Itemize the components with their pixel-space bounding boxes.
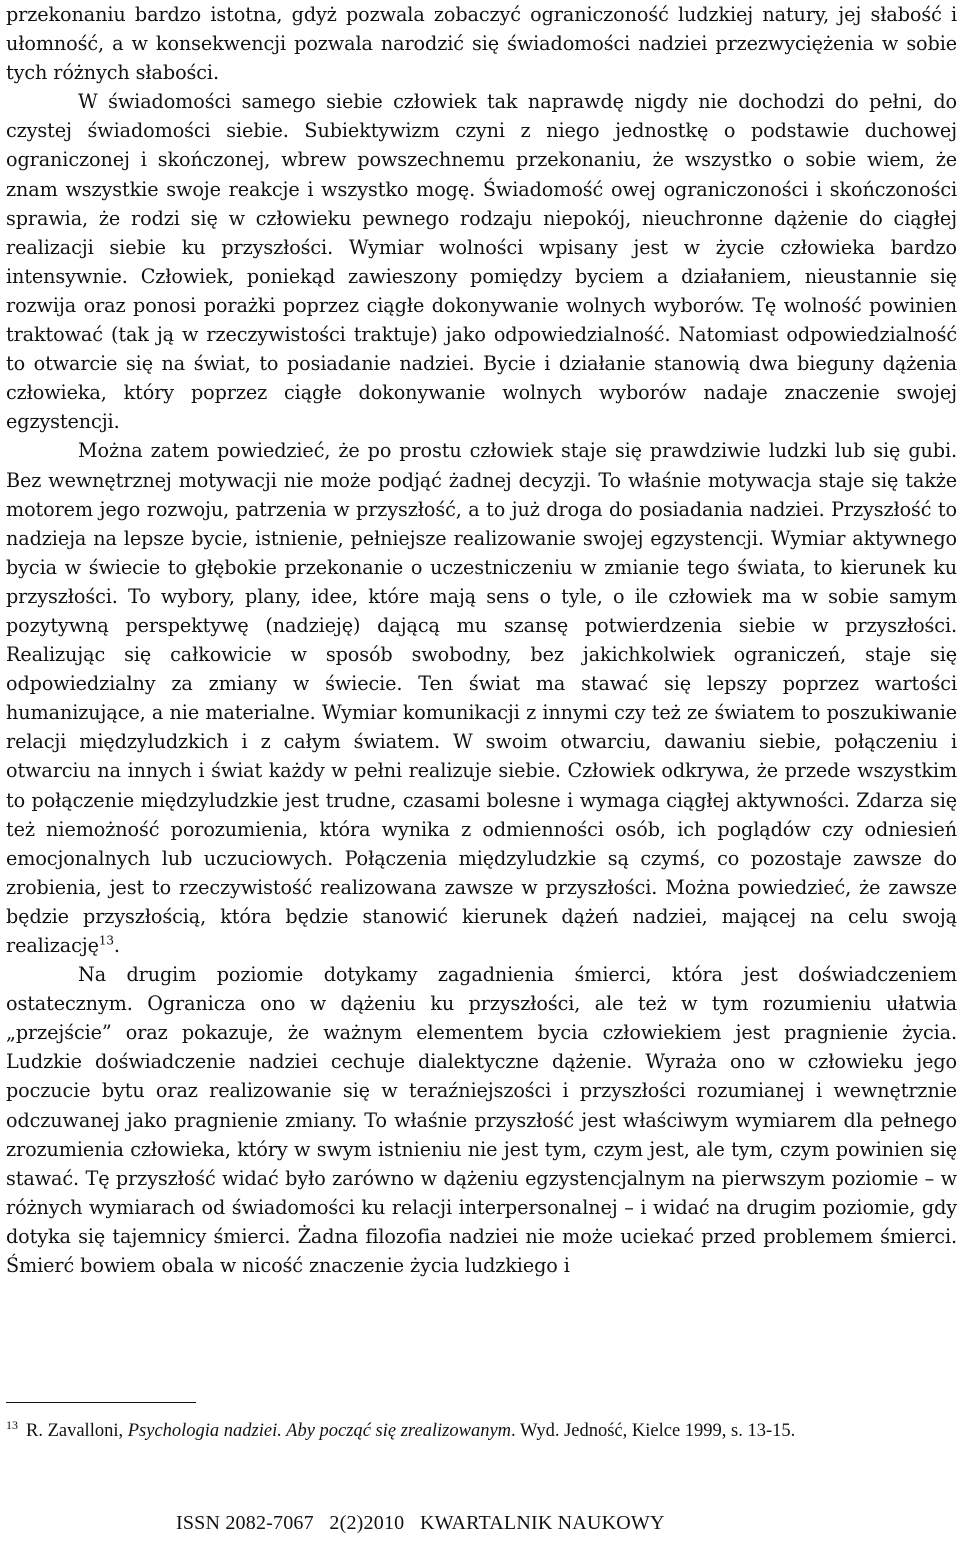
footnote-rest: . Wyd. Jedność, Kielce 1999, s. 13-15. — [511, 1421, 796, 1441]
document-page — [6, 0, 957, 1545]
footer-journal: KWARTALNIK NAUKOWY — [419, 1512, 665, 1534]
footnote-divider — [6, 1402, 196, 1403]
footer-issn: ISSN 2082-7067 — [176, 1512, 314, 1534]
paragraph-3 — [6, 436, 957, 960]
paragraph-3-end: . — [113, 934, 120, 957]
footnote-reference[interactable]: 13 — [98, 933, 114, 948]
footnote-number: 13 — [6, 1417, 18, 1432]
paragraph-1: przekonaniu bardzo istotna, gdyż pozwala zobaczyć ograniczoność ludzkiej natury, jej słabość i ułomność, a w konsekwencji pozwala narodzić się świadomości nadziei przezwyciężenia w sobie tych różnych słabości. — [6, 3, 957, 85]
footnote-title: Psychologia nadziei. Aby począć się zrealizowanym — [127, 1421, 512, 1441]
paragraph-4: Na drugim poziomie dotykamy zagadnienia śmierci, która jest doświadczeniem ostatecznym. Ogranicza ono w dążeniu ku przyszłości, ale też w tym rozumieniu ułatwia „przejście” oraz pokazuje, że ważnym elementem bycia człowiekiem jest pragnienie życia. Ludzkie doświadczenie nadziei cechuje dialektyczne dążenie. Wyraża ono w człowieku jego poczucie bytu oraz realizowanie się w teraźniejszości i przyszłości rozumianej i wewnętrznie odczuwanej jako pragnienie zmiany. To właśnie przyszłość jest właściwym wymiarem dla pełnego zrozumienia człowieka, który w swym istnieniu nie jest tym, czym jest, ale tym, czym powinien się stawać. Tę przyszłość widać było zarówno w dążeniu egzystencjalnym na pierwszym poziomie – w różnych wymiarach od świadomości ku relacji interpersonalnej – i widać na drugim poziomie, gdy dotyka się tajemnicy śmierci. Żadna filozofia nadziei nie może uciekać przed problemem śmierci. Śmierć bowiem obala w nicość znaczenie życia ludzkiego i — [6, 963, 957, 1278]
footer-issue: 2(2)2010 — [329, 1512, 405, 1534]
body-text — [6, 0, 957, 1280]
footnote-author: R. Zavalloni, — [26, 1421, 128, 1441]
paragraph-2: W świadomości samego siebie człowiek tak naprawdę nigdy nie dochodzi do pełni, do czystej świadomości siebie. Subiektywizm czyni z niego jednostkę o podstawie duchowej ograniczonej i skończonej, wbrew powszechnemu przekonaniu, że wszystko o sobie wiem, że znam wszystkie swoje reakcje i wszystko mogę. Świadomość owej ograniczoności i skończoności sprawia, że rodzi się w człowieku pewnego rodzaju niepokój, nieuchronne dążenie do ciągłej realizacji siebie ku przyszłości. Wymiar wolności wpisany jest w życie człowieka bardzo intensywnie. Człowiek, poniekąd zawieszony pomiędzy byciem a działaniem, nieustannie się rozwija oraz ponosi porażki poprzez ciągłe dokonywanie wolnych wyborów. Tę wolność powinien traktować (tak ją w rzeczywistości traktuje) jako odpowiedzialność. Natomiast odpowiedzialność to otwarcie się na świat, to posiadanie nadziei. Bycie i działanie stanowią dwa bieguny dążenia człowieka, który poprzez ciągłe dokonywanie wolnych wyborów nadaje znaczenie swojej egzystencji. — [6, 90, 957, 434]
page-footer — [176, 1510, 665, 1536]
footnote — [6, 1418, 957, 1444]
paragraph-3-text: Można zatem powiedzieć, że po prostu człowiek staje się prawdziwie ludzki lub się gubi. Bez wewnętrznej motywacji nie może podjąć żadnej decyzji. To właśnie motywacja staje się także motorem jego rozwoju, patrzenia w przyszłość, a to już droga do posiadania nadziei. Przyszłość to nadzieja na lepsze bycie, istnienie, pełniejsze realizowanie swojej egzystencji. Wymiar aktywnego bycia w świecie to głębokie przekonanie o uczestniczeniu w zmianie tego świata, to kierunek ku przyszłości. To wybory, plany, idee, które mają sens o tyle, o ile człowiek ma w sobie samym pozytywną perspektywę (nadzieję) dającą mu szansę potwierdzenia siebie w przyszłości. Realizując się całkowicie w sposób swobodny, bez jakichkolwiek ograniczeń, staje się odpowiedzialny za zmiany w świecie. Ten świat ma stawać się lepszy poprzez wartości humanizujące, a nie materialne. Wymiar komunikacji z innymi czy też ze światem to poszukiwanie relacji międzyludzkich i z całym światem. W swoim otwarciu, dawaniu siebie, połączeniu i otwarciu na innych i świat każdy w pełni realizuje siebie. Człowiek odkrywa, że przede wszystkim to połączenie międzyludzkie jest trudne, czasami bolesne i wymaga ciągłej aktywności. Zdarza się też niemożność porozumienia, która wynika z odmienności osób, ich poglądów czy odniesień emocjonalnych lub uczuciowych. Połączenia międzyludzkie są czymś, co pozostaje zawsze do zrobienia, jest to rzeczywistość realizowana zawsze w przyszłości. Można powiedzieć, że zawsze będzie przyszłością, która będzie stanowić kierunek dążeń nadziei, mającej na celu swoją realizację — [6, 439, 957, 957]
